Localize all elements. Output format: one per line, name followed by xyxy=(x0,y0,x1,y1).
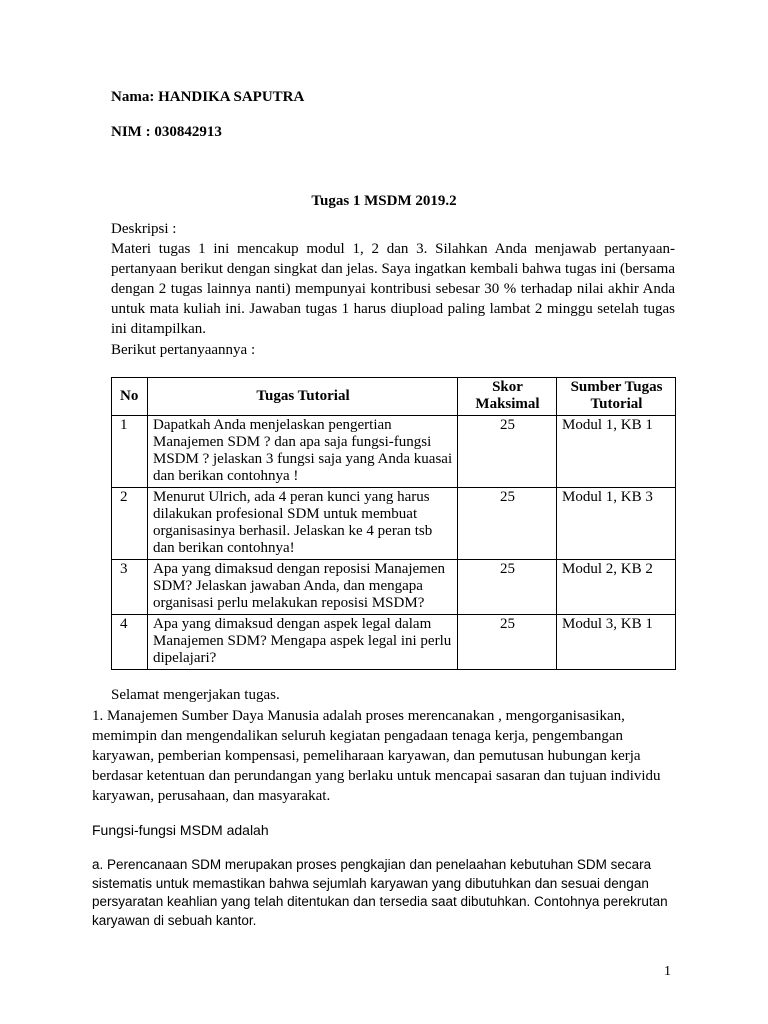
row-sumber: Modul 3, KB 1 xyxy=(557,615,676,670)
table-header-row xyxy=(112,378,676,416)
row-skor: 25 xyxy=(458,488,557,560)
header-sumber: Sumber Tugas Tutorial xyxy=(557,378,676,416)
row-no: 2 xyxy=(112,488,148,560)
answer-1: 1. Manajemen Sumber Daya Manusia adalah proses merencanakan , mengorganisasikan, memimpin dan mengendalikan seluruh kegiatan pengadaan tenaga kerja, pengembangan karyawan, pemberian kompensasi, pemeliharaan karyawan, dan pemutusan hubungan kerja berdasar ketentuan dan perundangan yang berlaku untuk mencapai sasaran dan tujuan individu karyawan, perusahaan, dan masyarakat. xyxy=(92,708,661,804)
assignment-title: Tugas 1 MSDM 2019.2 xyxy=(311,193,457,209)
deskripsi-label: Deskripsi : xyxy=(111,221,177,237)
row-skor: 25 xyxy=(458,615,557,670)
student-name: Nama: HANDIKA SAPUTRA xyxy=(111,89,305,105)
row-tugas: Menurut Ulrich, ada 4 peran kunci yang harus dilakukan profesional SDM untuk membuat organisasinya berhasil. Jelaskan ke 4 peran tsb dan berikan contohnya! xyxy=(148,488,458,560)
row-tugas: Apa yang dimaksud dengan reposisi Manajemen SDM? Jelaskan jawaban Anda, dan mengapa organisasi perlu melakukan reposisi MSDM? xyxy=(148,560,458,615)
row-no: 1 xyxy=(112,416,148,488)
closing-text: Selamat mengerjakan tugas. xyxy=(111,687,280,703)
questions-intro: Berikut pertanyaannya : xyxy=(111,342,256,358)
assignment-table xyxy=(111,377,676,670)
fungsi-heading: Fungsi-fungsi MSDM adalah xyxy=(92,822,269,838)
table-row xyxy=(112,560,676,615)
row-no: 4 xyxy=(112,615,148,670)
row-tugas: Apa yang dimaksud dengan aspek legal dalam Manajemen SDM? Mengapa aspek legal ini perlu dipelajari? xyxy=(148,615,458,670)
header-skor: Skor Maksimal xyxy=(458,378,557,416)
header-tugas: Tugas Tutorial xyxy=(148,378,458,416)
student-nim: NIM : 030842913 xyxy=(111,124,222,140)
row-tugas: Dapatkah Anda menjelaskan pengertian Manajemen SDM ? dan apa saja fungsi-fungsi MSDM ? jelaskan 3 fungsi saja yang Anda kuasai dan berikan contohnya ! xyxy=(148,416,458,488)
table-row xyxy=(112,416,676,488)
row-no: 3 xyxy=(112,560,148,615)
row-sumber: Modul 2, KB 2 xyxy=(557,560,676,615)
row-sumber: Modul 1, KB 1 xyxy=(557,416,676,488)
header-no: No xyxy=(112,378,148,416)
row-skor: 25 xyxy=(458,416,557,488)
row-sumber: Modul 1, KB 3 xyxy=(557,488,676,560)
table-row xyxy=(112,615,676,670)
fungsi-a: a. Perencanaan SDM merupakan proses pengkajian dan penelaahan kebutuhan SDM secara sistematis untuk memastikan bahwa sejumlah karyawan yang dibutuhkan dan sesuai dengan persyaratan keahlian yang telah ditentukan dan tersedia saat dibutuhkan. Contohnya perekrutan karyawan di sebuah kantor. xyxy=(92,857,668,928)
page-number: 1 xyxy=(664,964,671,979)
deskripsi-body: Materi tugas 1 ini mencakup modul 1, 2 dan 3. Silahkan Anda menjawab pertanyaan-pertanyaan berikut dengan singkat dan jelas. Saya ingatkan kembali bahwa tugas ini (bersama dengan 2 tugas lainnya nanti) mempunyai kontribusi sebesar 30 % terhadap nilai akhir Anda untuk mata kuliah ini. Jawaban tugas 1 harus diupload paling lambat 2 minggu setelah tugas ini ditampilkan. xyxy=(111,241,675,337)
row-skor: 25 xyxy=(458,560,557,615)
table-row xyxy=(112,488,676,560)
